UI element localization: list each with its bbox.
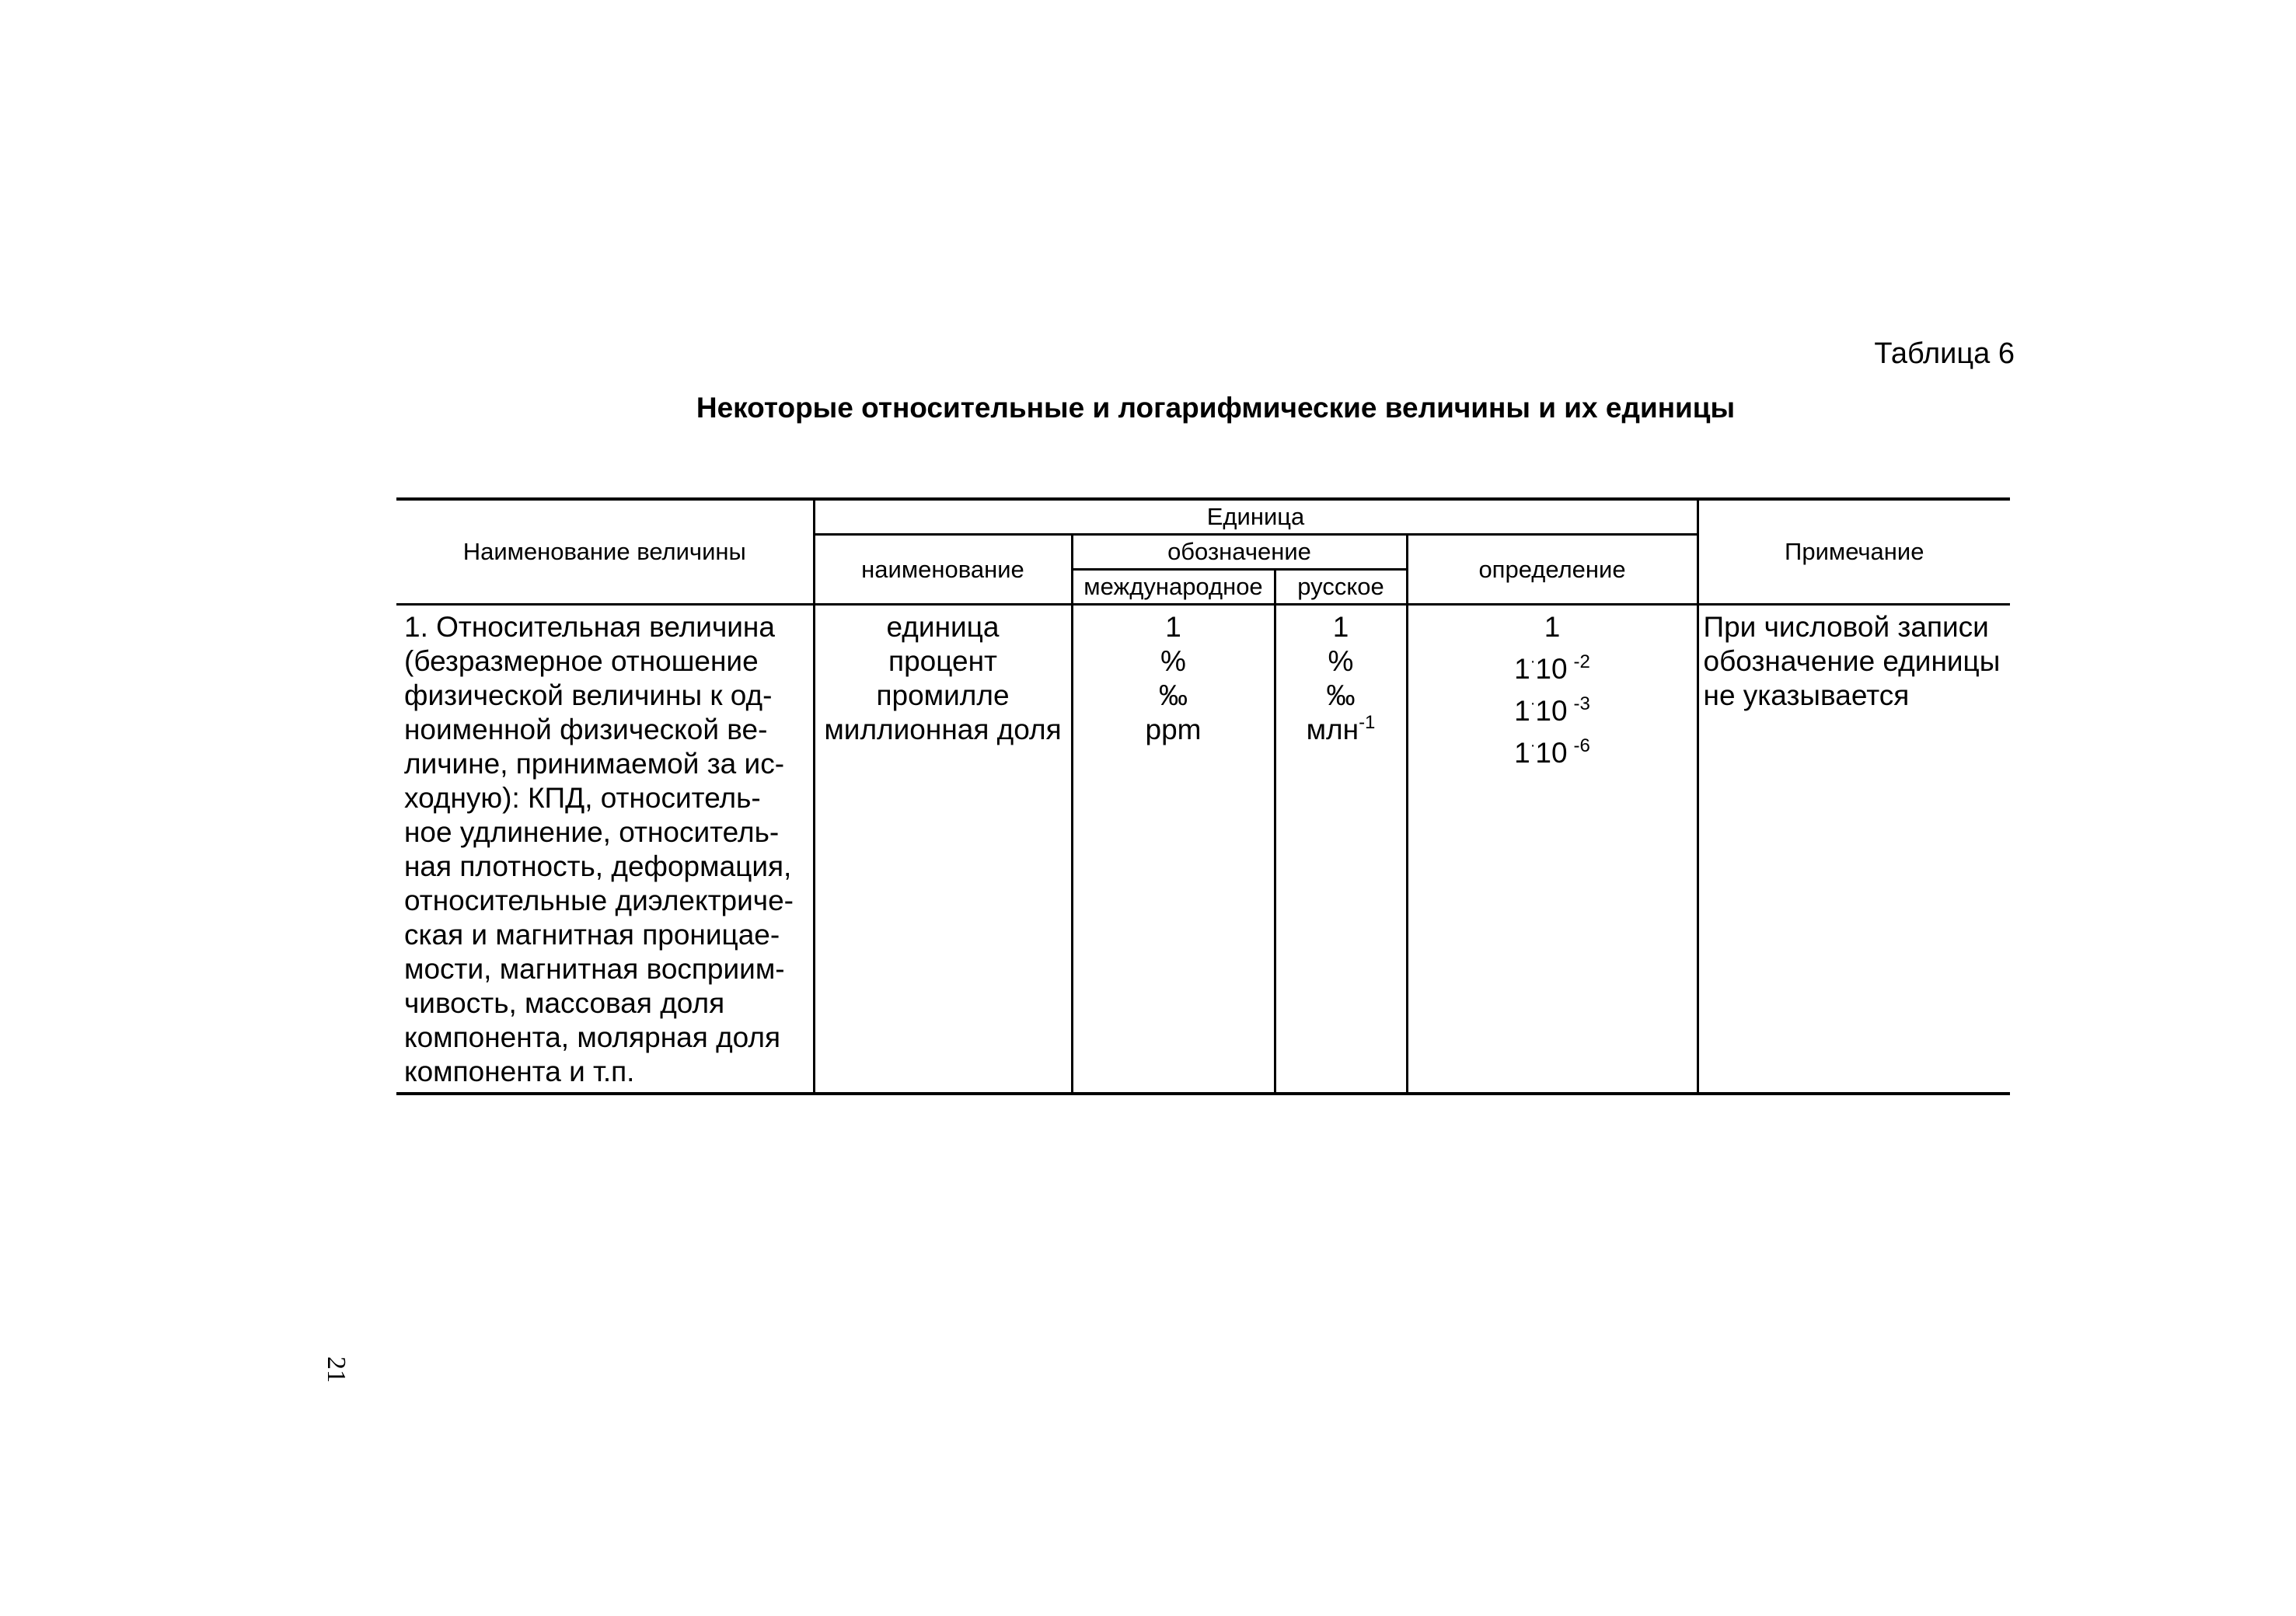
definition-value: 1·10 $^{-6}$ — [1514, 735, 1590, 769]
header-russian: русское — [1275, 570, 1407, 605]
russian-designation: млн$^{-1}$ — [1306, 712, 1376, 745]
unit-name: процент — [888, 645, 997, 677]
note-text: При числовой записи обозначение единицы не указывается — [1698, 605, 2010, 1094]
header-unit: Единица — [814, 499, 1698, 535]
header-note: Примечание — [1698, 499, 2010, 605]
unit-name: единица — [886, 611, 1000, 643]
definitions-cell — [1407, 605, 1698, 1094]
unit-names-cell — [814, 605, 1072, 1094]
table-row — [396, 605, 2010, 1094]
header-unit-name: наименование — [814, 535, 1072, 605]
international-designations-cell — [1072, 605, 1275, 1094]
international-designation: 1 — [1165, 611, 1181, 643]
quantity-description: 1. Относительная величина (безразмерное отношение физической величины к од- ноименной физической ве- личине, принимаемой за ис- ходную): КПД, относитель- ное удлинение, относитель- ная плотность, деформация, относительные диэлектриче- ская и магнитная проницае- мости, магнитная восприим- чивость, массовая доля компонента, молярная доля компонента и т.п. — [396, 605, 814, 1094]
header-designation: обозначение — [1072, 535, 1407, 570]
russian-designation: ‰ — [1326, 679, 1356, 711]
international-designation: ‰ — [1159, 679, 1188, 711]
unit-name: промилле — [876, 679, 1010, 711]
definition-value: 1·10 $^{-2}$ — [1514, 651, 1590, 685]
russian-designation: % — [1328, 645, 1354, 677]
russian-designation: 1 — [1332, 611, 1349, 643]
international-designation: % — [1160, 645, 1186, 677]
definition-value: 1·10 $^{-3}$ — [1514, 693, 1590, 727]
table-title: Некоторые относительные и логарифмические величины и их единицы — [696, 392, 1736, 424]
russian-designations-cell — [1275, 605, 1407, 1094]
units-table — [396, 497, 2010, 1095]
header-quantity-name: Наименование величины — [396, 499, 814, 605]
definition-value: 1 — [1544, 611, 1561, 643]
unit-name: миллионная доля — [824, 714, 1062, 745]
header-international: международное — [1072, 570, 1275, 605]
table-number-label: Таблица 6 — [1874, 337, 2015, 370]
international-designation: ppm — [1145, 714, 1202, 745]
header-definition: определение — [1407, 535, 1698, 605]
page-number: 21 — [322, 1356, 351, 1383]
